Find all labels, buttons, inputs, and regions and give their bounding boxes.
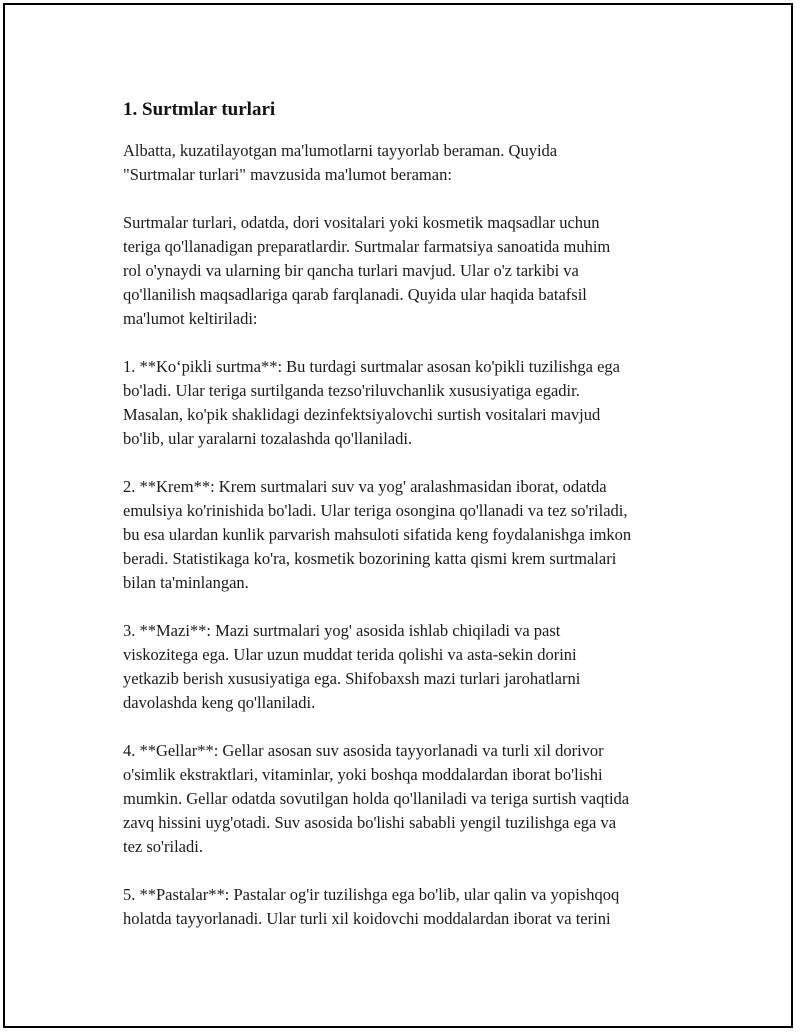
text-line: davolashda keng qo'llaniladi. (123, 693, 316, 712)
text-line: zavq hissini uyg'otadi. Suv asosida bo'lishi sababli yengil tuzilishga ega va (123, 813, 617, 832)
text-line: ma'lumot keltiriladi: (123, 309, 258, 328)
text-line: rol o'ynaydi va ularning bir qancha turlari mavjud. Ular o'z tarkibi va (123, 261, 579, 280)
text-line: o'simlik ekstraktlari, vitaminlar, yoki boshqa moddalardan iborat bo'lishi (123, 765, 603, 784)
paragraph (123, 475, 703, 595)
text-line: yetkazib berish xususiyatiga ega. Shifobaxsh mazi turlari jarohatlarni (123, 669, 581, 688)
text-line: mumkin. Gellar odatda sovutilgan holda qo'llaniladi va teriga surtish vaqtida (123, 789, 630, 808)
paragraph (123, 619, 703, 715)
text-line: bu esa ulardan kunlik parvarish mahsuloti sifatida keng foydalanishga imkon (123, 525, 632, 544)
paragraph-gap (123, 451, 703, 475)
text-line: Surtmalar turlari, odatda, dori vositalari yoki kosmetik maqsadlar uchun (123, 213, 600, 232)
text-line: 1. **Ko‘pikli surtma**: Bu turdagi surtmalar asosan ko'pikli tuzilishga ega (123, 357, 620, 376)
paragraph-gap (123, 331, 703, 355)
text-line: teriga qo'llanadigan preparatlardir. Surtmalar farmatsiya sanoatida muhim (123, 237, 611, 256)
text-line: tez so'riladi. (123, 837, 203, 856)
text-line: Albatta, kuzatilayotgan ma'lumotlarni tayyorlab beraman. Quyida (123, 141, 558, 160)
text-line: 4. **Gellar**: Gellar asosan suv asosida tayyorlanadi va turli xil dorivor (123, 741, 604, 760)
page-frame (3, 3, 793, 1028)
text-line: bo'lib, ular yaralarni tozalashda qo'llaniladi. (123, 429, 413, 448)
paragraph-list (123, 139, 703, 931)
paragraph (123, 739, 703, 859)
text-line: bo'ladi. Ular teriga surtilganda tezso'riluvchanlik xususiyatiga egadir. (123, 381, 580, 400)
paragraph-gap (123, 859, 703, 883)
text-line: 3. **Mazi**: Mazi surtmalari yog' asosida ishlab chiqiladi va past (123, 621, 561, 640)
paragraph (123, 139, 703, 187)
text-line: Masalan, ko'pik shaklidagi dezinfektsiyalovchi surtish vositalari mavjud (123, 405, 601, 424)
paragraph-gap (123, 595, 703, 619)
text-line: bilan ta'minlangan. (123, 573, 249, 592)
text-line: holatda tayyorlanadi. Ular turli xil koidovchi moddalardan iborat va terini (123, 909, 611, 928)
paragraph-gap (123, 715, 703, 739)
text-line: viskozitega ega. Ular uzun muddat terida qolishi va asta-sekin dorini (123, 645, 577, 664)
paragraph (123, 355, 703, 451)
page-title: 1. Surtmlar turlari (123, 99, 276, 120)
document-body (123, 97, 703, 931)
text-line: 2. **Krem**: Krem surtmalari suv va yog' aralashmasidan iborat, odatda (123, 477, 607, 496)
paragraph (123, 211, 703, 331)
text-line: beradi. Statistikaga ko'ra, kosmetik bozorining katta qismi krem surtmalari (123, 549, 617, 568)
paragraph (123, 883, 703, 931)
text-line: "Surtmalar turlari" mavzusida ma'lumot beraman: (123, 165, 452, 184)
text-line: qo'llanilish maqsadlariga qarab farqlanadi. Quyida ular haqida batafsil (123, 285, 587, 304)
text-line: emulsiya ko'rinishida bo'ladi. Ular teriga osongina qo'llanadi va tez so'riladi, (123, 501, 628, 520)
paragraph-gap (123, 187, 703, 211)
text-line: 5. **Pastalar**: Pastalar og'ir tuzilishga ega bo'lib, ular qalin va yopishqoq (123, 885, 620, 904)
